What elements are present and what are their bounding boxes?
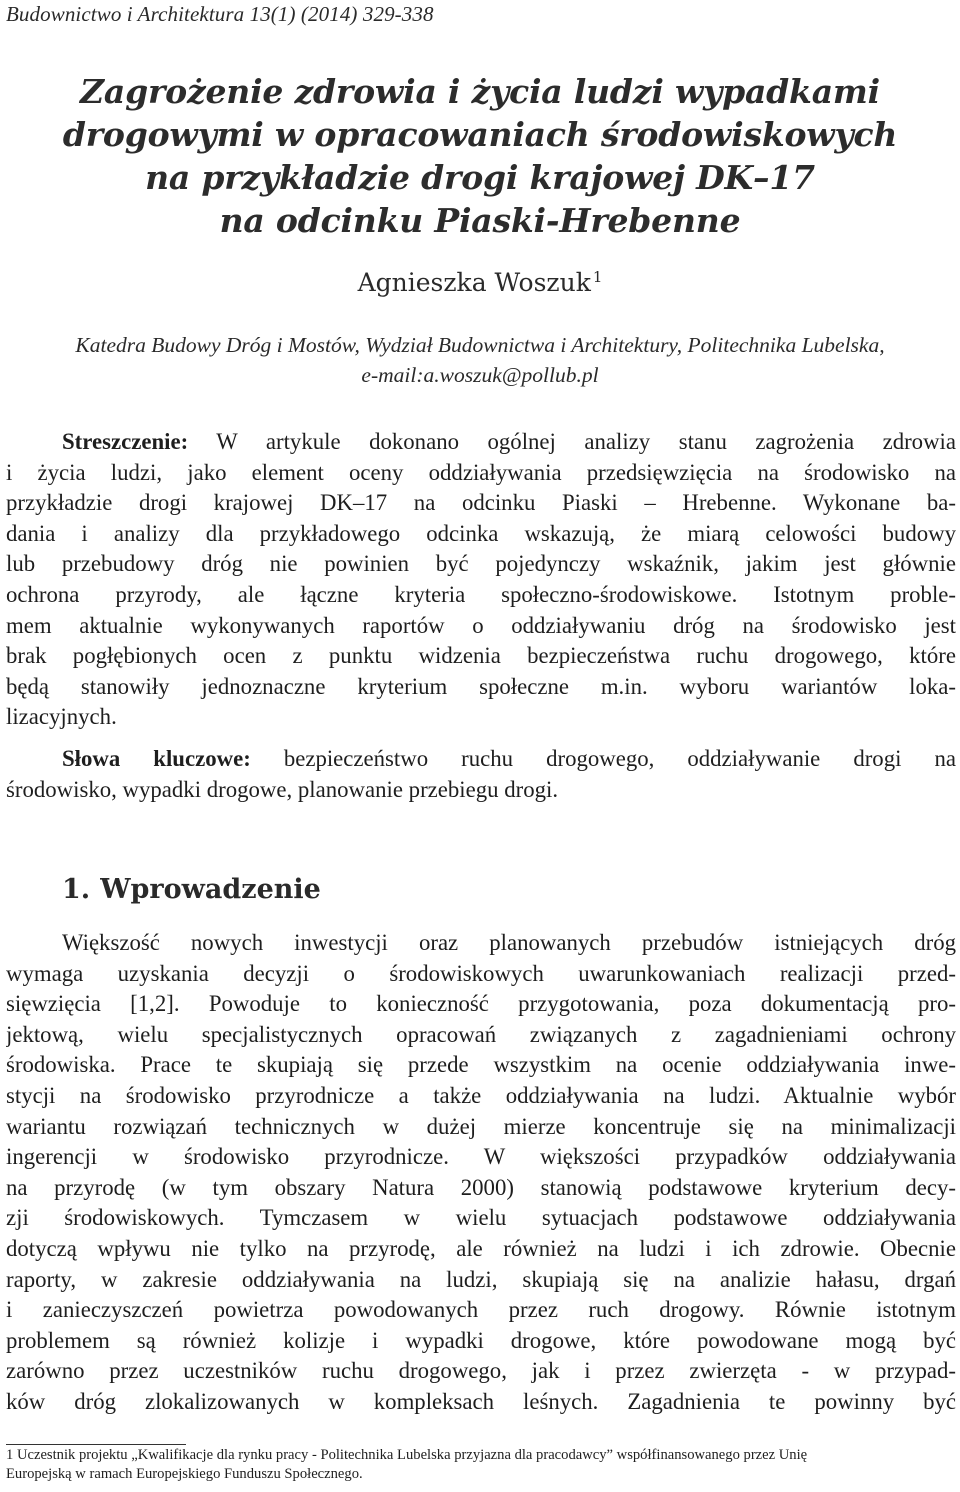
affiliation-line: Katedra Budowy Dróg i Mostów, Wydział Budownictwa i Architektury, Politechnika Lubelska,	[75, 333, 885, 357]
body-line: dotyczą wpływu nie tylko na przyrodę, ale również na ludzi i ich zdrowie. Obecnie	[6, 1235, 956, 1261]
body-line: wariantu rozwiązań technicznych w dużej mierze koncentruje się na minimalizacji	[6, 1113, 956, 1139]
abstract-line: i życia ludzi, jako element oceny oddziaływania przedsięwzięcia na środowisko na	[6, 459, 956, 485]
footnote	[6, 1446, 956, 1484]
body-line: na przyrodę (w tym obszary Natura 2000) stanowią podstawowe kryterium decy-	[6, 1174, 956, 1200]
author	[0, 268, 960, 297]
paper-title	[40, 70, 920, 242]
body-line: stycji na środowisko przyrodnicze a także oddziaływania na ludzi. Aktualnie wybór	[6, 1082, 956, 1108]
body-line: problemem są również kolizje i wypadki drogowe, które powodowane mogą być	[6, 1327, 956, 1353]
section-heading	[62, 874, 321, 905]
keywords-label: Słowa kluczowe:	[62, 746, 251, 771]
title-line: na przykładzie drogi krajowej DK–17	[145, 158, 815, 197]
running-head: Budownictwo i Architektura 13(1) (2014) 329-338	[6, 2, 434, 26]
abstract-line: będą stanowiły jednoznaczne kryterium społeczne m.in. wyboru wariantów loka-	[6, 673, 956, 699]
body-line: jektową, wielu specjalistycznych opracowań związanych z zagadnieniami ochrony	[6, 1021, 956, 1047]
abstract-label: Streszczenie:	[62, 429, 189, 454]
body-line: ingerencji w środowisko przyrodnicze. W większości przypadków oddziaływania	[6, 1144, 956, 1170]
footnote-line: Europejską w ramach Europejskiego Funduszu Społecznego.	[6, 1466, 363, 1482]
body-line: sięwzięcia [1,2]. Powoduje to konieczność przygotowania, poza dokumentacją pro-	[6, 991, 956, 1017]
body-line: zarówno przez uczestników ruchu drogowego, jak i przez zwierzęta - w przypad-	[6, 1358, 956, 1384]
abstract-line: Streszczenie: W artykule dokonano ogólnej analizy stanu zagrożenia zdrowia	[62, 429, 956, 454]
title-line: na odcinku Piaski-Hrebenne	[219, 201, 741, 240]
abstract-line: lub przebudowy dróg nie powinien być pojedynczy wskaźnik, jakim jest głównie	[6, 551, 956, 577]
author-footnote-mark: 1	[592, 268, 603, 286]
abstract-line: mem aktualnie wykonywanych raportów o oddziaływaniu dróg na środowisko jest	[6, 612, 956, 638]
body-line: raporty, w zakresie oddziaływania na ludzi, skupiają się na analizie hałasu, drgań	[6, 1266, 956, 1292]
body-line: zji środowiskowych. Tymczasem w wielu sytuacjach podstawowe oddziaływania	[6, 1205, 956, 1231]
body-line: i zanieczyszczeń powietrza powodowanych przez ruch drogowy. Równie istotnym	[6, 1297, 956, 1323]
abstract	[6, 427, 956, 733]
title-line: drogowymi w opracowaniach środowiskowych	[62, 115, 898, 154]
keywords-line: środowisko, wypadki drogowe, planowanie przebiegu drogi.	[6, 776, 559, 802]
abstract-line: dania i analizy dla przykładowego odcinka wskazują, że miarą celowości budowy	[6, 520, 956, 546]
abstract-line: brak pogłębionych ocen z punktu widzenia bezpieczeństwa ruchu drogowego, które	[6, 643, 956, 669]
body-line: wymaga uzyskania decyzji o środowiskowych uwarunkowaniach realizacji przed-	[6, 960, 956, 986]
title-line: Zagrożenie zdrowia i życia ludzi wypadkami	[80, 72, 880, 111]
footnote-line: 1 Uczestnik projektu „Kwalifikacje dla rynku pracy - Politechnika Lubelska przyjazna dla pracodawcy” współfinansowanego przez Unię	[6, 1447, 808, 1463]
body-line: ków dróg zlokalizowanych w kompleksach leśnych. Zagadnienia te powinny być	[6, 1388, 956, 1414]
author-name: Agnieszka Woszuk	[357, 268, 591, 297]
body-line: Większość nowych inwestycji oraz planowanych przebudów istniejących dróg	[62, 930, 956, 955]
affiliation-email: e-mail:a.woszuk@pollub.pl	[361, 363, 599, 387]
abstract-line: ochrona przyrody, ale łączne kryteria społeczno-środowiskowe. Istotnym proble-	[6, 581, 956, 607]
footnote-rule	[6, 1444, 186, 1445]
keywords	[6, 744, 956, 805]
section-body	[6, 928, 956, 1418]
abstract-line: przykładzie drogi krajowej DK–17 na odcinku Piaski – Hrebenne. Wykonane ba-	[6, 490, 956, 516]
section-number: 1.	[62, 874, 91, 905]
affiliation	[0, 330, 960, 390]
abstract-line: lizacyjnych.	[6, 704, 117, 730]
section-title: Wprowadzenie	[100, 874, 321, 905]
keywords-line: Słowa kluczowe: bezpieczeństwo ruchu drogowego, oddziaływanie drogi na	[62, 746, 956, 771]
body-line: środowiska. Prace te skupiają się przede wszystkim na ocenie oddziaływania inwe-	[6, 1052, 956, 1078]
